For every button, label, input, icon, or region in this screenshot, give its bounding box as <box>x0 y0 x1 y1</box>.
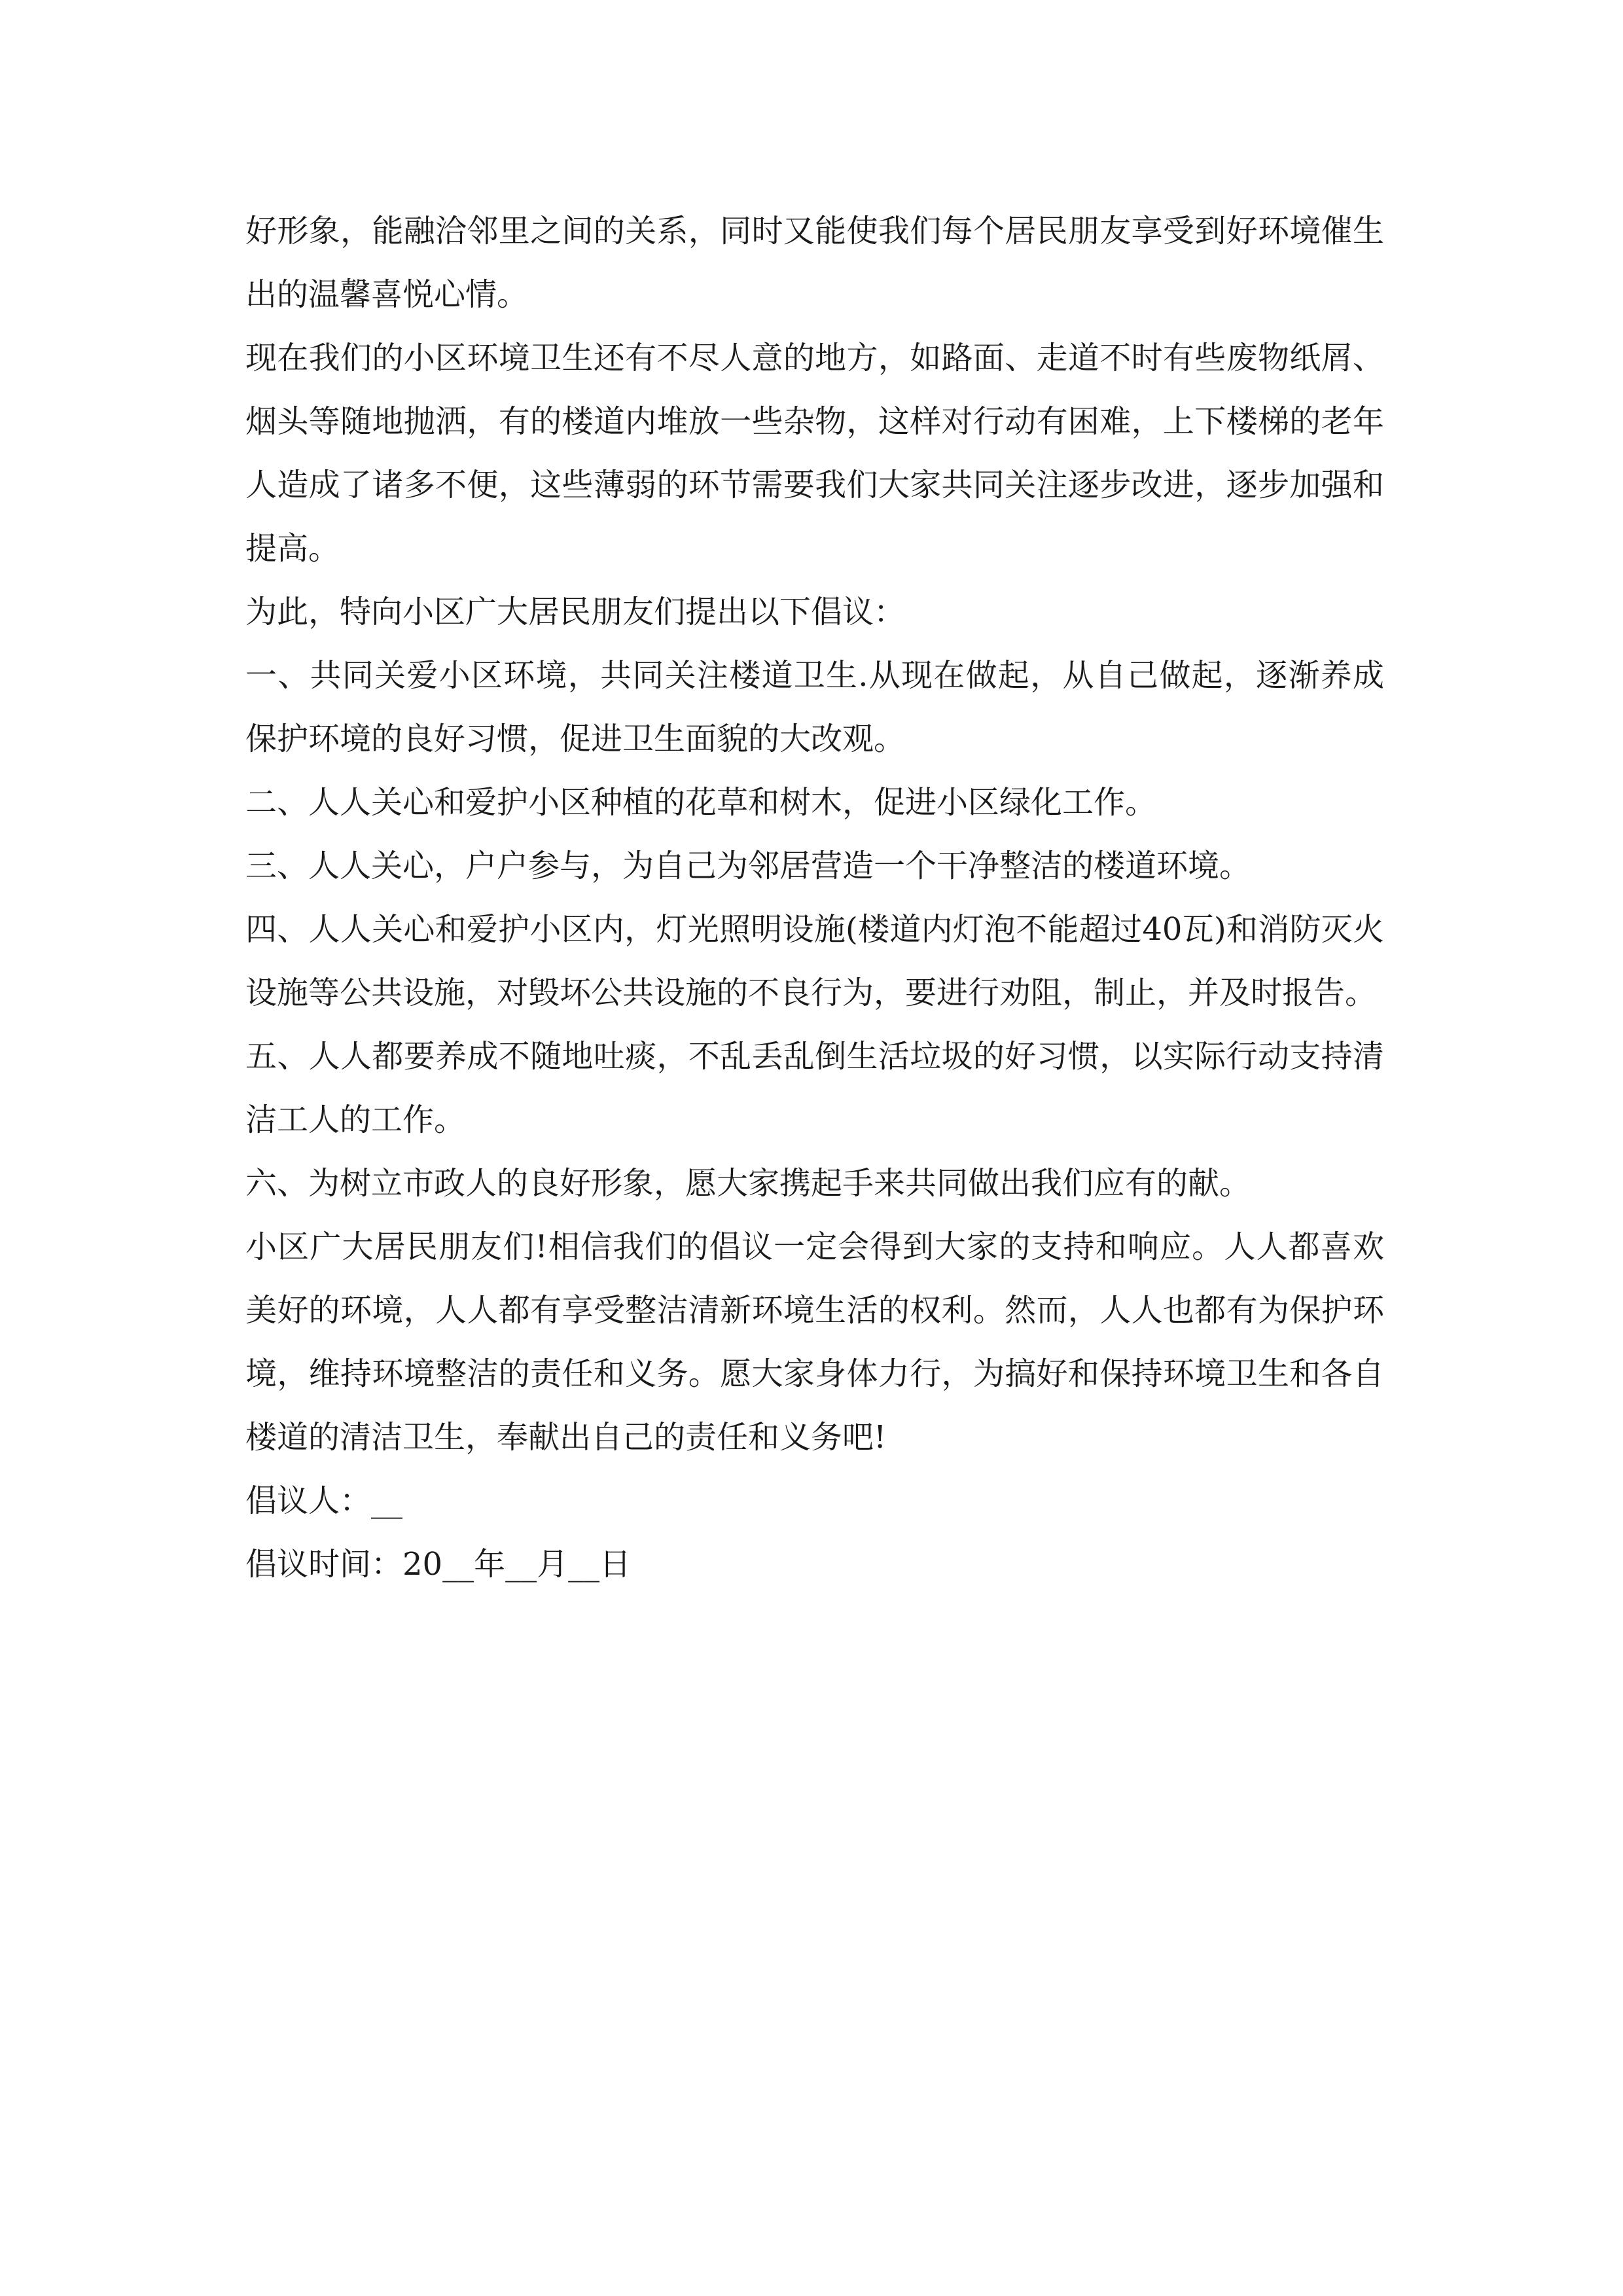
proposal-item-4: 四、人人关心和爱护小区内，灯光照明设施(楼道内灯泡不能超过40瓦)和消防灭火设施等公共设施，对毁坏公共设施的不良行为，要进行劝阻，制止，并及时报告。 <box>245 911 1384 1011</box>
proposal-item-1: 一、共同关爱小区环境，共同关注楼道卫生.从现在做起，从自己做起，逐渐养成保护环境的良好习惯，促进卫生面貌的大改观。 <box>245 657 1384 757</box>
proposal-item-2: 二、人人关心和爱护小区种植的花草和树木，促进小区绿化工作。 <box>245 784 1157 821</box>
proposer-line: 倡议人：__ <box>245 1482 403 1519</box>
paragraph-current-situation: 现在我们的小区环境卫生还有不尽人意的地方，如路面、走道不时有些废物纸屑、烟头等随地抛洒，有的楼道内堆放一些杂物，这样对行动有困难，上下楼梯的老年人造成了诸多不便，这些薄弱的环节需要我们大家共同关注逐步改进，逐步加强和提高。 <box>245 340 1384 567</box>
date-line: 倡议时间：20__年__月__日 <box>245 1546 632 1583</box>
paragraph-proposal-lead: 为此，特向小区广大居民朋友们提出以下倡议： <box>245 594 906 630</box>
proposal-item-3: 三、人人关心，户户参与，为自己为邻居营造一个干净整洁的楼道环境。 <box>245 848 1251 884</box>
proposal-item-5: 五、人人都要养成不随地吐痰，不乱丢乱倒生活垃圾的好习惯，以实际行动支持清洁工人的工作。 <box>245 1038 1384 1138</box>
paragraph-closing: 小区广大居民朋友们!相信我们的倡议一定会得到大家的支持和响应。人人都喜欢美好的环境，人人都有享受整洁清新环境生活的权利。然而，人人也都有为保护环境，维持环境整洁的责任和义务。愿大家身体力行，为搞好和保持环境卫生和各自楼道的清洁卫生，奉献出自己的责任和义务吧! <box>245 1229 1384 1456</box>
document-body <box>245 200 1384 1596</box>
paragraph-intro-continuation: 好形象，能融洽邻里之间的关系，同时又能使我们每个居民朋友享受到好环境催生出的温馨喜悦心情。 <box>245 213 1384 313</box>
proposal-item-6: 六、为树立市政人的良好形象，愿大家携起手来共同做出我们应有的献。 <box>245 1165 1251 1202</box>
